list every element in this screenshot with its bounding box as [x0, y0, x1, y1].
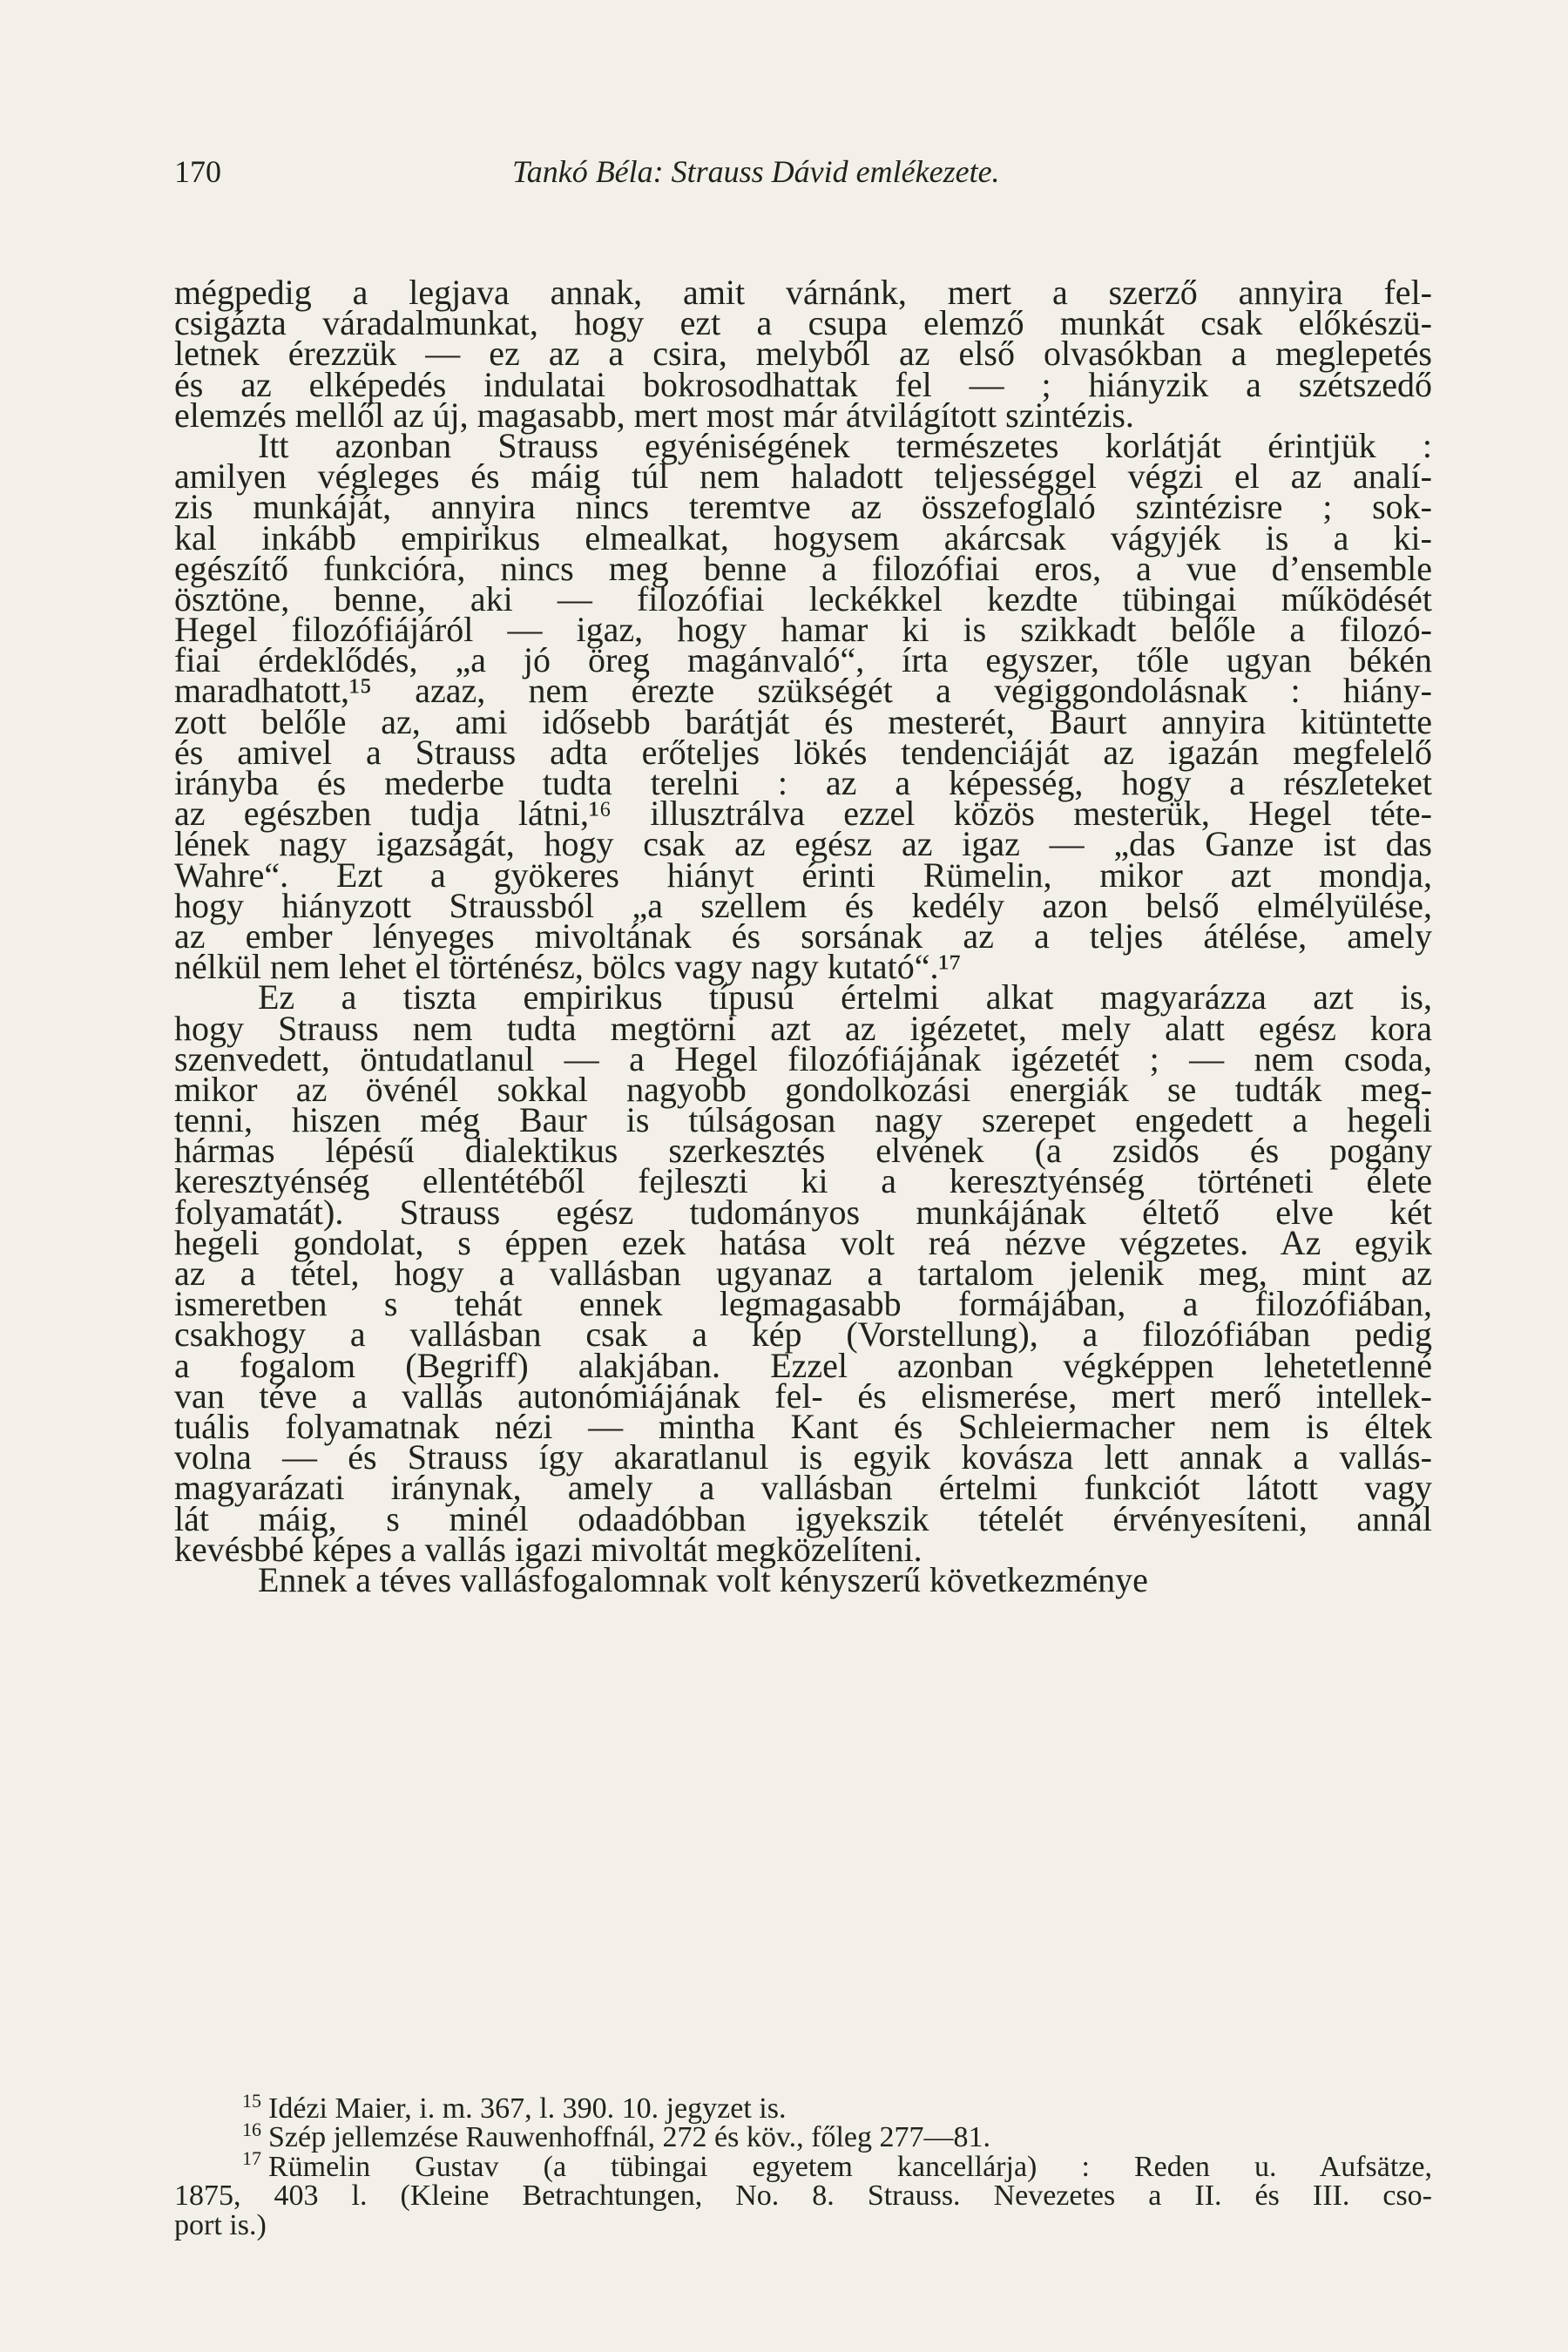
text-line: zis munkáját, annyira nincs teremtve az összefoglaló szintézisre ; sok-: [174, 487, 1432, 527]
text-line: az egészben tudja látni,¹⁶ illusztrálva ezzel közös mesterük, Hegel téte-: [174, 794, 1432, 834]
text-line: Ez a tiszta empirikus típusú értelmi alkat magyarázza azt is,: [258, 977, 1432, 1017]
text-line: tenni, hiszen még Baur is túlságosan nagy szerepet engedett a hegeli: [174, 1100, 1432, 1140]
footnote-text: 1875, 403 l. (Kleine Betrachtungen, No. 8. Strauss. Nevezetes a II. és III. cso-: [174, 2180, 1432, 2213]
text-line: letnek érezzük — ez az a csira, melyből az első olvasókban a meglepetés: [174, 334, 1432, 374]
text-line: van téve a vallás autonómiájának fel- és elismerése, mert merő intellek-: [174, 1375, 1432, 1416]
footnote-line: [174, 2208, 1432, 2241]
text-line: csakhogy a vallásban csak a kép (Vorstellung), a filozófiában pedig: [174, 1315, 1432, 1355]
footnote-line: 16 Szép jellemzése Rauwenhoffnál, 272 és köv., főleg 277—81.: [242, 2119, 991, 2154]
text-line: kevésbbé képes a vallás igazi mivoltát megközelíteni.: [174, 1529, 923, 1569]
running-header: [174, 150, 1446, 193]
text-line: Ennek a téves vallásfogalomnak volt kényszerű következménye: [258, 1559, 1148, 1599]
text-line: tuális folyamatnak nézi — mintha Kant és Schleiermacher nem is éltek: [174, 1406, 1432, 1446]
text-line: keresztyénség ellentétéből fejleszti ki a keresztyénség történeti élete: [174, 1161, 1432, 1201]
text-line: és amivel a Strauss adta erőteljes lökés tendenciáját az igazán megfelelő: [174, 732, 1432, 772]
text-line: hármas lépésű dialektikus szerkesztés elvének (a zsidós és pogány: [174, 1131, 1432, 1171]
text-line: folyamatát). Strauss egész tudományos munkájának éltető elve két: [174, 1192, 1432, 1232]
body-text: [174, 273, 1432, 1599]
text-line: hogy Strauss nem tudta megtörni azt az igézetet, mely alatt egész kora: [174, 1008, 1432, 1048]
text-line: Itt azonban Strauss egyéniségének természetes korlátját érintjük :: [258, 425, 1432, 465]
text-line: irányba és mederbe tudta terelni : az a képesség, hogy a részleteket: [174, 763, 1432, 802]
text-line: és az elképedés indulatai bokrosodhattak fel — ; hiányzik a szétszedő: [174, 364, 1432, 404]
text-line: csigázta váradalmunkat, hogy ezt a csupa elemző munkát csak előkészü-: [174, 303, 1432, 343]
text-line: az ember lényeges mivoltának és sorsának az a teljes átélése, amely: [174, 916, 1432, 956]
text-line: Wahre“. Ezt a gyökeres hiányt érinti Rümelin, mikor azt mondja,: [174, 855, 1432, 895]
text-line: ismeretben s tehát ennek legmagasabb formájában, a filozófiában,: [174, 1284, 1432, 1324]
footnote-text: Idézi Maier, i. m. 367, l. 390. 10. jegyzet is.: [268, 2092, 787, 2125]
text-line: magyarázati iránynak, amely a vallásban értelmi funkciót látott vagy: [174, 1468, 1432, 1508]
text-line: hegeli gondolat, s éppen ezek hatása volt reá nézve végzetes. Az egyik: [174, 1222, 1432, 1262]
text-line: ösztöne, benne, aki — filozófiai leckékkel kezdte tübingai működését: [174, 578, 1432, 618]
footnote-line: [174, 2180, 1432, 2213]
text-line: kal inkább empirikus elmealkat, hogysem akárcsak vágyjék is a ki-: [174, 517, 1432, 558]
text-line: lát máig, s minél odaadóbban igyekszik tételét érvényesíteni, annál: [174, 1498, 1432, 1538]
footnote-text: Rümelin Gustav (a tübingai egyetem kancellárja) : Reden u. Aufsätze,: [268, 2150, 1432, 2183]
text-line: volna — és Strauss így akaratlanul is egyik kovásza lett annak a vallás-: [174, 1437, 1432, 1477]
text-line: Hegel filozófiájáról — igaz, hogy hamar ki is szikkadt belőle a filozó-: [174, 610, 1432, 650]
text-line: amilyen végleges és máig túl nem haladott teljességgel végzi el az analí-: [174, 456, 1432, 497]
text-line: mégpedig a legjava annak, amit várnánk, mert a szerző annyira fel-: [174, 273, 1432, 312]
text-line: az a tétel, hogy a vallásban ugyanaz a tartalom jelenik meg, mint az: [174, 1254, 1432, 1293]
page-number: 170: [174, 154, 221, 189]
footnote-line: 15 Idézi Maier, i. m. 367, l. 390. 10. jegyzet is.: [242, 2089, 787, 2125]
text-line: egészítő funkcióra, nincs meg benne a filozófiai eros, a vue d’ensemble: [174, 548, 1432, 588]
text-line: mikor az övénél sokkal nagyobb gondolkozási energiák se tudták meg-: [174, 1069, 1432, 1109]
text-line: maradhatott,¹⁵ azaz, nem érezte szükségét a végiggondolásnak : hiány-: [174, 671, 1432, 711]
running-title: Tankó Béla: Strauss Dávid emlékezete.: [512, 154, 1000, 189]
text-line: fiai érdeklődés, „a jó öreg magánvaló“, írta egyszer, tőle ugyan békén: [174, 640, 1432, 680]
text-line: lének nagy igazságát, hogy csak az egész az igaz — „das Ganze ist das: [174, 824, 1432, 864]
text-line: szenvedett, öntudatlanul — a Hegel filozófiájának igézetét ; — nem csoda,: [174, 1038, 1432, 1078]
text-line: zott belőle az, ami idősebb barátját és mesterét, Baurt annyira kitüntette: [174, 701, 1432, 741]
text-line: a fogalom (Begriff) alakjában. Ezzel azonban végképpen lehetetlenné: [174, 1345, 1432, 1385]
footnote-line: 17 Rümelin Gustav (a tübingai egyetem kancellárja) : Reden u. Aufsätze,: [242, 2147, 1432, 2183]
text-line: elemzés mellől az új, magasabb, mert most már átvilágított szintézis.: [174, 395, 1134, 435]
text-line: hogy hiányzott Straussból „a szellem és kedély azon belső elmélyülése,: [174, 885, 1432, 925]
footnote-text: Szép jellemzése Rauwenhoffnál, 272 és köv., főleg 277—81.: [268, 2121, 991, 2154]
footnote-text: port is.): [174, 2208, 267, 2241]
text-line: nélkül nem lehet el történész, bölcs vagy nagy kutató“.¹⁷: [174, 947, 962, 987]
footnotes: [174, 2089, 1432, 2241]
